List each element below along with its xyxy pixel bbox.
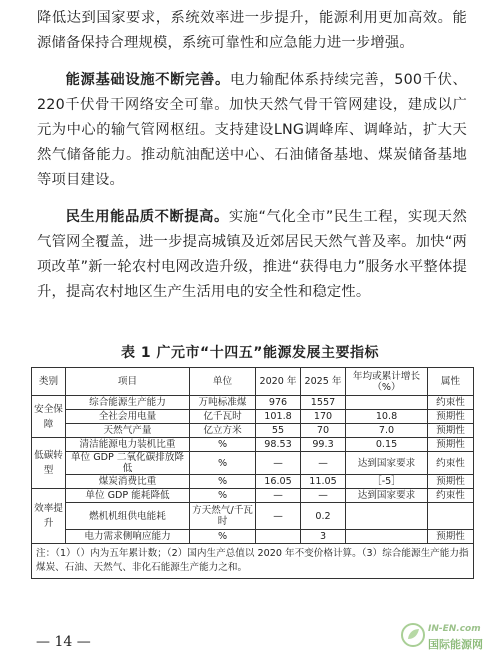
value-2025-cell: 3	[301, 530, 346, 544]
paragraph-2-lead: 能源基础设施不断完善。	[65, 72, 230, 88]
paragraph-3-body: 实施“气化全市”民生工程，实现天然气管网全覆盖，进一步提高城镇及近郊居民天然气普及率。加快“两项改革”新一轮农村电网改造升级，推进“获得电力”服务水平整体提升，提高农村地区生产生活用电的安全性和稳定性。	[37, 209, 467, 300]
growth-cell	[346, 530, 428, 544]
unit-cell: 万吨标准煤	[190, 396, 256, 410]
unit-cell: %	[190, 438, 256, 452]
header-2020: 2020 年	[256, 368, 301, 396]
attribute-cell	[428, 503, 474, 530]
unit-cell: %	[190, 475, 256, 489]
paragraph-3	[37, 205, 467, 305]
item-cell: 综合能源生产能力	[66, 396, 190, 410]
value-2020-cell: 101.8	[256, 410, 301, 424]
growth-cell: ［-5］	[346, 475, 428, 489]
attribute-cell: 预期性	[428, 530, 474, 544]
table-row	[32, 489, 474, 503]
unit-cell: %	[190, 452, 256, 475]
item-cell: 单位 GDP 能耗降低	[66, 489, 190, 503]
value-2020-cell: —	[256, 503, 301, 530]
paragraph-3-lead: 民生用能品质不断提高。	[65, 209, 229, 225]
page-number: — 14 —	[36, 634, 91, 650]
value-2020-cell: 16.05	[256, 475, 301, 489]
growth-cell: 0.15	[346, 438, 428, 452]
watermark-bottom-text: 国际能源网	[428, 638, 483, 651]
value-2025-cell: 1557	[301, 396, 346, 410]
unit-cell: %	[190, 530, 256, 544]
attribute-cell: 预期性	[428, 424, 474, 438]
growth-cell	[346, 503, 428, 530]
item-cell: 天然气产量	[66, 424, 190, 438]
item-cell: 煤炭消费比重	[66, 475, 190, 489]
table-row	[32, 424, 474, 438]
header-growth: 年均或累计增长（%）	[346, 368, 428, 396]
header-item: 项目	[66, 368, 190, 396]
indicators-table	[31, 367, 474, 579]
value-2020-cell: 55	[256, 424, 301, 438]
item-cell: 燃机机组供电能耗	[66, 503, 190, 530]
attribute-cell: 预期性	[428, 410, 474, 424]
table-row	[32, 410, 474, 424]
table-row	[32, 452, 474, 475]
watermark-logo	[400, 618, 492, 654]
paragraph-1	[37, 6, 467, 56]
value-2025-cell: —	[301, 489, 346, 503]
unit-cell: 方天然气/千瓦时	[190, 503, 256, 530]
table-note-row	[32, 544, 474, 579]
value-2025-cell: 0.2	[301, 503, 346, 530]
table-title: 表 1 广元市“十四五”能源发展主要指标	[121, 345, 379, 361]
category-cell: 低碳转型	[32, 438, 66, 489]
table-row	[32, 475, 474, 489]
item-cell: 全社会用电量	[66, 410, 190, 424]
header-category: 类别	[32, 368, 66, 396]
attribute-cell: 约束性	[428, 489, 474, 503]
table-row	[32, 438, 474, 452]
category-cell: 效率提升	[32, 489, 66, 544]
table-note: 注：（1）（）内为五年累计数；（2）国内生产总值以 2020 年不变价格计算。（3）综合能源生产能力指煤炭、石油、天然气、非化石能源生产能力之和。	[32, 544, 474, 579]
table-row	[32, 396, 474, 410]
value-2025-cell: 170	[301, 410, 346, 424]
value-2020-cell: 976	[256, 396, 301, 410]
attribute-cell: 预期性	[428, 438, 474, 452]
value-2025-cell: 99.3	[301, 438, 346, 452]
table-header-row	[32, 368, 474, 396]
item-cell: 单位 GDP 二氧化碳排放降低	[66, 452, 190, 475]
attribute-cell: 约束性	[428, 396, 474, 410]
unit-cell: %	[190, 489, 256, 503]
growth-cell: 达到国家要求	[346, 452, 428, 475]
growth-cell: 达到国家要求	[346, 489, 428, 503]
value-2020-cell: —	[256, 489, 301, 503]
paragraph-2	[37, 68, 467, 193]
paragraph-2-body: 电力输配体系持续完善，500千伏、220千伏骨干网络安全可靠。加快天然气骨干管网建设，建成以广元为中心的输气管网枢纽。支持建设LNG调峰库、调峰站，扩大天然气储备能力。推动航油配送中心、石油储备基地、煤炭储备基地等项目建设。	[37, 72, 468, 188]
paragraph-1-text: 降低达到国家要求，系统效率进一步提升，能源利用更加高效。能源储备保持合理规模，系统可靠性和应急能力进一步增强。	[37, 10, 467, 51]
value-2025-cell: —	[301, 452, 346, 475]
attribute-cell: 约束性	[428, 452, 474, 475]
value-2020-cell: —	[256, 452, 301, 475]
growth-cell: 7.0	[346, 424, 428, 438]
header-unit: 单位	[190, 368, 256, 396]
value-2025-cell: 11.05	[301, 475, 346, 489]
item-cell: 电力需求侧响应能力	[66, 530, 190, 544]
item-cell: 清洁能源电力装机比重	[66, 438, 190, 452]
energy-leaf-icon	[400, 622, 426, 648]
header-2025: 2025 年	[301, 368, 346, 396]
value-2020-cell: 98.53	[256, 438, 301, 452]
growth-cell: 10.8	[346, 410, 428, 424]
header-attribute: 属性	[428, 368, 474, 396]
value-2025-cell: 70	[301, 424, 346, 438]
growth-cell	[346, 396, 428, 410]
unit-cell: 亿立方米	[190, 424, 256, 438]
value-2020-cell	[256, 530, 301, 544]
category-cell: 安全保障	[32, 396, 66, 438]
unit-cell: 亿千瓦时	[190, 410, 256, 424]
watermark-top-text: IN-EN.com	[428, 624, 481, 634]
table-row	[32, 530, 474, 544]
attribute-cell: 预期性	[428, 475, 474, 489]
table-row	[32, 503, 474, 530]
